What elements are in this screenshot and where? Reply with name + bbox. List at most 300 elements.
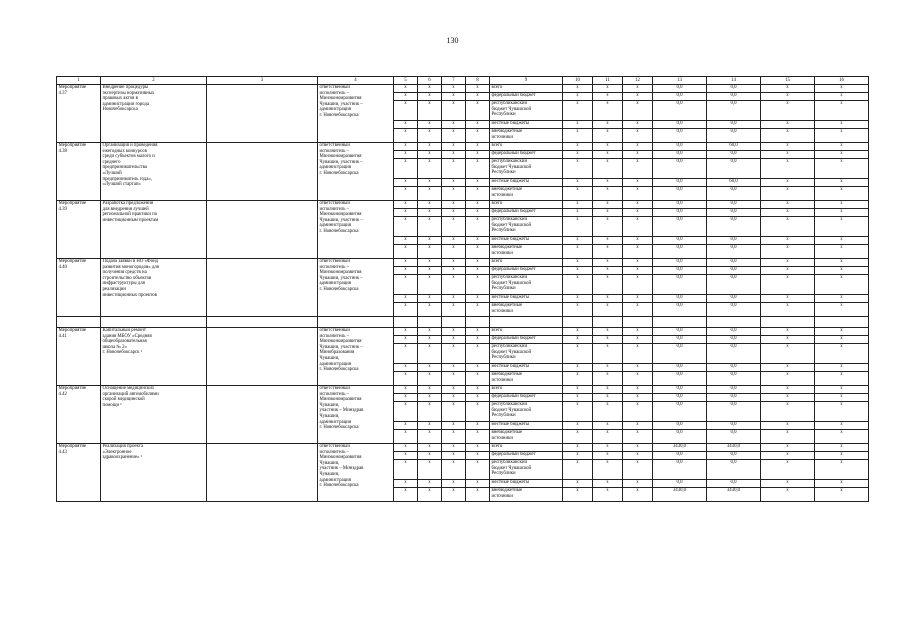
budget-code-cell: x (418, 394, 442, 402)
value-cell: 3430,0 (653, 488, 707, 502)
value-cell: x (593, 129, 623, 143)
budget-code-cell: x (442, 444, 466, 452)
spacer-cell (490, 317, 563, 328)
value-cell: 0,0 (653, 101, 707, 121)
budget-code-cell: x (418, 237, 442, 245)
budget-code-cell: x (442, 129, 466, 143)
budget-code-cell: x (466, 480, 490, 488)
measure-id: Мероприятие 4.42 (57, 386, 101, 444)
spacer-cell (101, 317, 207, 328)
funding-source: всего (490, 328, 563, 336)
value-cell: x (563, 129, 593, 143)
value-cell: x (623, 394, 653, 402)
spacer-cell (593, 317, 623, 328)
value-cell: x (563, 364, 593, 372)
column-number: 12 (623, 77, 653, 85)
budget-code-cell: x (442, 237, 466, 245)
budget-code-cell: x (466, 336, 490, 344)
value-cell: x (815, 237, 869, 245)
value-cell: 0,0 (707, 364, 761, 372)
value-cell: 3430,0 (653, 444, 707, 452)
funding-source: республиканский бюджет Чувашской Республики (490, 344, 563, 364)
budget-code-cell: x (394, 394, 418, 402)
column-number: 8 (466, 77, 490, 85)
budget-code-cell: x (466, 143, 490, 151)
spacer-cell (623, 317, 653, 328)
value-cell: x (593, 372, 623, 386)
funding-source: внебюджетные источники (490, 129, 563, 143)
value-cell: x (815, 143, 869, 151)
value-cell: 0,0 (653, 386, 707, 394)
value-cell: x (563, 372, 593, 386)
budget-code-cell: x (394, 143, 418, 151)
value-cell: x (623, 245, 653, 259)
budget-code-cell: x (394, 245, 418, 259)
budget-code-cell: x (466, 275, 490, 295)
budget-code-cell: x (466, 201, 490, 209)
value-cell: x (593, 402, 623, 422)
value-cell: x (815, 452, 869, 460)
value-cell: x (761, 488, 815, 502)
value-cell: x (563, 179, 593, 187)
value-cell: 0,0 (707, 430, 761, 444)
value-cell: x (761, 159, 815, 179)
measure-name: Капитальный ремонт здания МБОУ «Средняя общеобразовательная школа № 2» г. Новочебоксарск ¹ (101, 328, 207, 386)
value-cell: 0,0 (707, 460, 761, 480)
funding-source: всего (490, 386, 563, 394)
value-cell: x (815, 187, 869, 201)
budget-code-cell: x (466, 93, 490, 101)
value-cell: x (623, 364, 653, 372)
value-cell: x (815, 386, 869, 394)
budget-code-cell: x (394, 372, 418, 386)
measures-table (56, 76, 869, 502)
value-cell: x (815, 364, 869, 372)
budget-code-cell: x (394, 201, 418, 209)
value-cell: 0,0 (653, 295, 707, 303)
value-cell: 0,0 (707, 93, 761, 101)
value-cell: x (563, 85, 593, 93)
value-cell: x (593, 267, 623, 275)
funding-source: всего (490, 85, 563, 93)
value-cell: x (593, 444, 623, 452)
budget-code-cell: x (418, 336, 442, 344)
funding-source: республиканский бюджет Чувашской Республики (490, 460, 563, 480)
value-cell: 0,0 (653, 267, 707, 275)
budget-code-cell: x (466, 179, 490, 187)
measure-id: Мероприятие 4.39 (57, 201, 101, 259)
budget-code-cell: x (442, 364, 466, 372)
value-cell: 0,0 (653, 85, 707, 93)
value-cell: x (815, 394, 869, 402)
value-cell: x (761, 328, 815, 336)
funding-source: республиканский бюджет Чувашской Республики (490, 159, 563, 179)
value-cell: 0,0 (707, 328, 761, 336)
budget-code-cell: x (466, 259, 490, 267)
value-cell: 0,0 (707, 422, 761, 430)
value-cell: 0,0 (653, 93, 707, 101)
value-cell: x (761, 267, 815, 275)
value-cell: 0,0 (653, 303, 707, 317)
budget-code-cell: x (394, 129, 418, 143)
value-cell: x (815, 488, 869, 502)
value-cell: x (563, 328, 593, 336)
spacer-cell (466, 317, 490, 328)
value-cell: 0,0 (707, 237, 761, 245)
value-cell: x (623, 159, 653, 179)
value-cell: 0,0 (707, 402, 761, 422)
value-cell: x (593, 187, 623, 201)
value-cell: 0,0 (707, 209, 761, 217)
funding-source: внебюджетные источники (490, 187, 563, 201)
value-cell: 0,0 (653, 275, 707, 295)
budget-code-cell: x (394, 93, 418, 101)
funding-source: республиканский бюджет Чувашской Республики (490, 101, 563, 121)
value-cell: x (623, 303, 653, 317)
value-cell: x (761, 187, 815, 201)
value-cell: 0,0 (707, 101, 761, 121)
budget-code-cell: x (394, 159, 418, 179)
value-cell: x (563, 121, 593, 129)
budget-code-cell: x (442, 245, 466, 259)
budget-code-cell: x (466, 372, 490, 386)
column-number-row (57, 77, 869, 85)
funding-source: местные бюджеты (490, 295, 563, 303)
value-cell: x (815, 93, 869, 101)
measure-responsible: ответственный исполнитель – Минэкономразвития Чувашии, участник – администрация г. Новочебоксарска (318, 259, 394, 317)
page-number: 130 (446, 36, 459, 45)
budget-code-cell: x (466, 460, 490, 480)
measure-results (207, 85, 318, 143)
value-cell: 0,0 (653, 187, 707, 201)
budget-code-cell: x (466, 209, 490, 217)
value-cell: x (761, 452, 815, 460)
budget-code-cell: x (418, 101, 442, 121)
value-cell: x (623, 237, 653, 245)
value-cell: x (623, 402, 653, 422)
value-cell: x (761, 344, 815, 364)
funding-source: федеральный бюджет (490, 394, 563, 402)
column-number: 3 (207, 77, 318, 85)
value-cell: x (623, 209, 653, 217)
budget-code-cell: x (418, 386, 442, 394)
table-row (57, 328, 869, 336)
value-cell: 0,0 (707, 386, 761, 394)
value-cell: x (815, 444, 869, 452)
measure-results (207, 386, 318, 444)
value-cell: x (761, 121, 815, 129)
value-cell: x (563, 245, 593, 259)
value-cell: x (593, 386, 623, 394)
value-cell: 0,0 (653, 245, 707, 259)
budget-code-cell: x (418, 402, 442, 422)
value-cell: x (761, 364, 815, 372)
value-cell: 0,0 (707, 344, 761, 364)
budget-code-cell: x (442, 452, 466, 460)
budget-code-cell: x (394, 480, 418, 488)
budget-code-cell: x (394, 364, 418, 372)
budget-code-cell: x (442, 143, 466, 151)
value-cell: x (761, 201, 815, 209)
budget-code-cell: x (394, 344, 418, 364)
value-cell: 0,0 (653, 159, 707, 179)
value-cell: 0,0 (653, 372, 707, 386)
measure-id: Мероприятие 4.37 (57, 85, 101, 143)
funding-source: местные бюджеты (490, 121, 563, 129)
value-cell: x (623, 386, 653, 394)
value-cell: x (563, 394, 593, 402)
value-cell: 0,0 (707, 267, 761, 275)
value-cell: x (563, 452, 593, 460)
column-number: 9 (490, 77, 563, 85)
value-cell: x (761, 129, 815, 143)
budget-code-cell: x (466, 303, 490, 317)
funding-source: республиканский бюджет Чувашской Республики (490, 217, 563, 237)
budget-code-cell: x (466, 267, 490, 275)
value-cell: x (623, 93, 653, 101)
value-cell: x (815, 101, 869, 121)
value-cell: x (815, 328, 869, 336)
budget-code-cell: x (394, 386, 418, 394)
value-cell: 0,0 (707, 121, 761, 129)
budget-code-cell: x (442, 187, 466, 201)
measure-id: Мероприятие 4.43 (57, 444, 101, 502)
measure-name: Подача заявки в НО «Фонд развития моногородов» для получения средств на строительство объектов инфраструктуры для реализации инвестиционных проектов (101, 259, 207, 317)
value-cell: x (761, 430, 815, 444)
value-cell: x (761, 386, 815, 394)
budget-code-cell: x (394, 101, 418, 121)
budget-code-cell: x (466, 402, 490, 422)
measures-table-body (57, 85, 869, 502)
value-cell: x (593, 179, 623, 187)
spacer-cell (563, 317, 593, 328)
value-cell: 0,0 (653, 336, 707, 344)
value-cell: x (623, 444, 653, 452)
funding-source: всего (490, 201, 563, 209)
value-cell: x (761, 151, 815, 159)
value-cell: x (623, 372, 653, 386)
value-cell: x (563, 143, 593, 151)
value-cell: x (623, 143, 653, 151)
budget-code-cell: x (442, 151, 466, 159)
budget-code-cell: x (394, 303, 418, 317)
budget-code-cell: x (466, 394, 490, 402)
budget-code-cell: x (466, 328, 490, 336)
budget-code-cell: x (466, 159, 490, 179)
spacer-cell (653, 317, 707, 328)
value-cell: x (593, 394, 623, 402)
funding-source: федеральный бюджет (490, 336, 563, 344)
value-cell: 0,0 (653, 209, 707, 217)
budget-code-cell: x (418, 143, 442, 151)
value-cell: x (623, 460, 653, 480)
funding-source: федеральный бюджет (490, 209, 563, 217)
budget-code-cell: x (442, 217, 466, 237)
value-cell: x (815, 344, 869, 364)
value-cell: 0,0 (653, 237, 707, 245)
value-cell: x (623, 328, 653, 336)
budget-code-cell: x (442, 430, 466, 444)
budget-code-cell: x (442, 402, 466, 422)
value-cell: x (623, 201, 653, 209)
value-cell: x (761, 237, 815, 245)
budget-code-cell: x (442, 85, 466, 93)
value-cell: x (623, 275, 653, 295)
value-cell: x (593, 209, 623, 217)
budget-code-cell: x (442, 201, 466, 209)
measure-results (207, 259, 318, 317)
value-cell: 0,0 (707, 275, 761, 295)
value-cell: x (563, 444, 593, 452)
spacer-cell (442, 317, 466, 328)
funding-source: федеральный бюджет (490, 151, 563, 159)
value-cell: x (593, 275, 623, 295)
value-cell: x (761, 394, 815, 402)
table-row (57, 143, 869, 151)
value-cell: x (563, 275, 593, 295)
value-cell: x (761, 372, 815, 386)
value-cell: 0,0 (707, 217, 761, 237)
budget-code-cell: x (418, 179, 442, 187)
value-cell: x (563, 151, 593, 159)
value-cell: x (563, 488, 593, 502)
value-cell: x (623, 85, 653, 93)
budget-code-cell: x (442, 275, 466, 295)
value-cell: x (563, 386, 593, 394)
value-cell: 0,0 (707, 85, 761, 93)
budget-code-cell: x (394, 328, 418, 336)
value-cell: x (593, 151, 623, 159)
budget-code-cell: x (418, 488, 442, 502)
value-cell: x (761, 85, 815, 93)
funding-source: местные бюджеты (490, 480, 563, 488)
spacer-cell (761, 317, 815, 328)
budget-code-cell: x (394, 121, 418, 129)
value-cell: x (593, 121, 623, 129)
funding-source: внебюджетные источники (490, 488, 563, 502)
funding-source: внебюджетные источники (490, 245, 563, 259)
budget-code-cell: x (442, 179, 466, 187)
budget-code-cell: x (442, 267, 466, 275)
budget-code-cell: x (418, 364, 442, 372)
value-cell: x (563, 295, 593, 303)
measure-responsible: ответственный исполнитель – Минэкономразвития Чувашии, участник – администрация г. Новочебоксарска (318, 143, 394, 201)
budget-code-cell: x (466, 344, 490, 364)
value-cell: x (563, 159, 593, 179)
budget-code-cell: x (442, 386, 466, 394)
spacer-row (57, 317, 869, 328)
value-cell: x (761, 101, 815, 121)
column-number: 7 (442, 77, 466, 85)
value-cell: x (761, 303, 815, 317)
value-cell: x (815, 209, 869, 217)
budget-code-cell: x (442, 344, 466, 364)
budget-code-cell: x (466, 245, 490, 259)
budget-code-cell: x (394, 444, 418, 452)
value-cell: 0,0 (653, 460, 707, 480)
value-cell: 0,0 (707, 259, 761, 267)
value-cell: x (815, 245, 869, 259)
budget-code-cell: x (466, 488, 490, 502)
value-cell: x (593, 344, 623, 364)
table-row (57, 201, 869, 209)
funding-source: всего (490, 259, 563, 267)
budget-code-cell: x (442, 422, 466, 430)
budget-code-cell: x (442, 336, 466, 344)
value-cell: x (563, 303, 593, 317)
value-cell: x (563, 101, 593, 121)
value-cell: x (593, 452, 623, 460)
budget-code-cell: x (466, 386, 490, 394)
value-cell: x (593, 93, 623, 101)
funding-source: республиканский бюджет Чувашской Республики (490, 402, 563, 422)
budget-code-cell: x (466, 85, 490, 93)
measure-results (207, 328, 318, 386)
budget-code-cell: x (466, 430, 490, 444)
measure-name: Организация и проведения ежегодных конкурсов среди субъектов малого и среднего предпринимательства «Лучший предприниматель года», «Лучший стартап» (101, 143, 207, 201)
value-cell: x (563, 460, 593, 480)
budget-code-cell: x (418, 303, 442, 317)
budget-code-cell: x (442, 121, 466, 129)
budget-code-cell: x (442, 259, 466, 267)
budget-code-cell: x (418, 93, 442, 101)
budget-code-cell: x (394, 187, 418, 201)
column-number: 5 (394, 77, 418, 85)
budget-code-cell: x (394, 488, 418, 502)
column-number: 13 (653, 77, 707, 85)
funding-source: внебюджетные источники (490, 372, 563, 386)
budget-code-cell: x (466, 364, 490, 372)
budget-code-cell: x (442, 101, 466, 121)
budget-code-cell: x (418, 430, 442, 444)
value-cell: x (815, 303, 869, 317)
budget-code-cell: x (418, 187, 442, 201)
value-cell: x (815, 159, 869, 179)
value-cell: x (593, 364, 623, 372)
measure-results (207, 444, 318, 502)
table-row (57, 259, 869, 267)
budget-code-cell: x (394, 259, 418, 267)
value-cell: x (815, 85, 869, 93)
value-cell: x (623, 101, 653, 121)
value-cell: 3430,0 (707, 444, 761, 452)
value-cell: x (563, 201, 593, 209)
budget-code-cell: x (466, 295, 490, 303)
budget-code-cell: x (418, 480, 442, 488)
value-cell: x (761, 444, 815, 452)
column-number: 11 (593, 77, 623, 85)
value-cell: x (593, 101, 623, 121)
budget-code-cell: x (394, 209, 418, 217)
funding-source: внебюджетные источники (490, 303, 563, 317)
value-cell: x (623, 179, 653, 187)
value-cell: x (563, 430, 593, 444)
column-number: 4 (318, 77, 394, 85)
budget-code-cell: x (418, 201, 442, 209)
budget-code-cell: x (418, 245, 442, 259)
measure-name: Разработка предложения для внедрения лучшей региональной практики по инвестиционным проектам (101, 201, 207, 259)
value-cell: x (815, 460, 869, 480)
funding-source: местные бюджеты (490, 422, 563, 430)
funding-source: всего (490, 143, 563, 151)
spacer-cell (207, 317, 318, 328)
value-cell: x (593, 237, 623, 245)
value-cell: x (623, 336, 653, 344)
value-cell: x (761, 275, 815, 295)
value-cell: x (593, 303, 623, 317)
budget-code-cell: x (442, 209, 466, 217)
budget-code-cell: x (394, 85, 418, 93)
